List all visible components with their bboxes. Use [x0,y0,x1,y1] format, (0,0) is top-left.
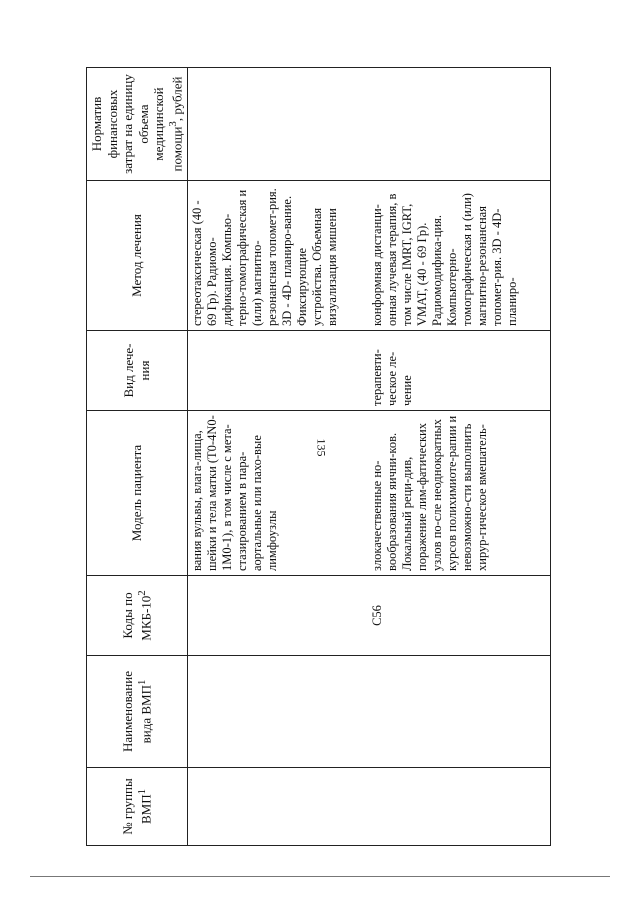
cell-patient-model: вания вульвы, влага-лища, шейки и тела матки (T0-4N0-1M0-1), в том числе с мета-стазированием в пара-аортальные или пахо-вые лимфоузлы [187,411,364,576]
cell-group-no [187,768,364,846]
table-row [187,68,364,846]
cell-mkb-codes [187,576,364,656]
table-row [364,68,551,846]
header-vmp-name: Наименование вида ВМП$^1$ [87,656,188,768]
header-patient-model: Модель пациента [87,411,188,576]
cell-treatment-type: терапевти-ческое ле-чение [364,331,551,411]
cell-treatment-method: конформная дистанци-онная лучевая терапия, в том числе IMRT, IGRT, VMAT, (40 - 69 Гр). Радиомодифика-ция. Компьютерно-томографическая и (или) магнитно-резонансная топомет-рия. 3D - 4D- планиро- [364,181,551,331]
cell-treatment-type [187,331,364,411]
cell-vmp-name [364,656,551,768]
header-mkb-codes: Коды по МКБ-$10^2$ [87,576,188,656]
cell-norm [364,68,551,181]
header-group-no: № группы ВМП$^1$ [87,768,188,846]
vmp-table [86,67,551,846]
header-treatment-method: Метод лечения [87,181,188,331]
cell-norm [187,68,364,181]
header-treatment-type: Вид лече-ния [87,331,188,411]
rotated-table-container [86,68,556,846]
cell-group-no [364,768,551,846]
cell-mkb-codes: C56 [364,576,551,656]
cell-patient-model: злокачественные но-вообразования яични-ков. Локальный реци-див, поражение лим-фатических узлов по-сле неоднократных курсов полихимиоте-рапии и невозможно-сти выполнить хирур-гическое вмешатель- [364,411,551,576]
bottom-divider [30,876,610,877]
header-norm: Норматив финансовых затрат на единицу объема медицинской помощи$^3$, рублей [87,68,188,181]
page-number: 135 [314,438,329,457]
cell-treatment-method: стереотаксическая (40 - 69 Гр). Радиомо-дификация. Компью-терно-томографическая и (или) магнитно-резонансная топомет-рия. 3D - 4D- планиро-вание. Фиксирующие устройства. Объемная визуализация мишени [187,181,364,331]
cell-vmp-name [187,656,364,768]
table-header-row [87,68,188,846]
